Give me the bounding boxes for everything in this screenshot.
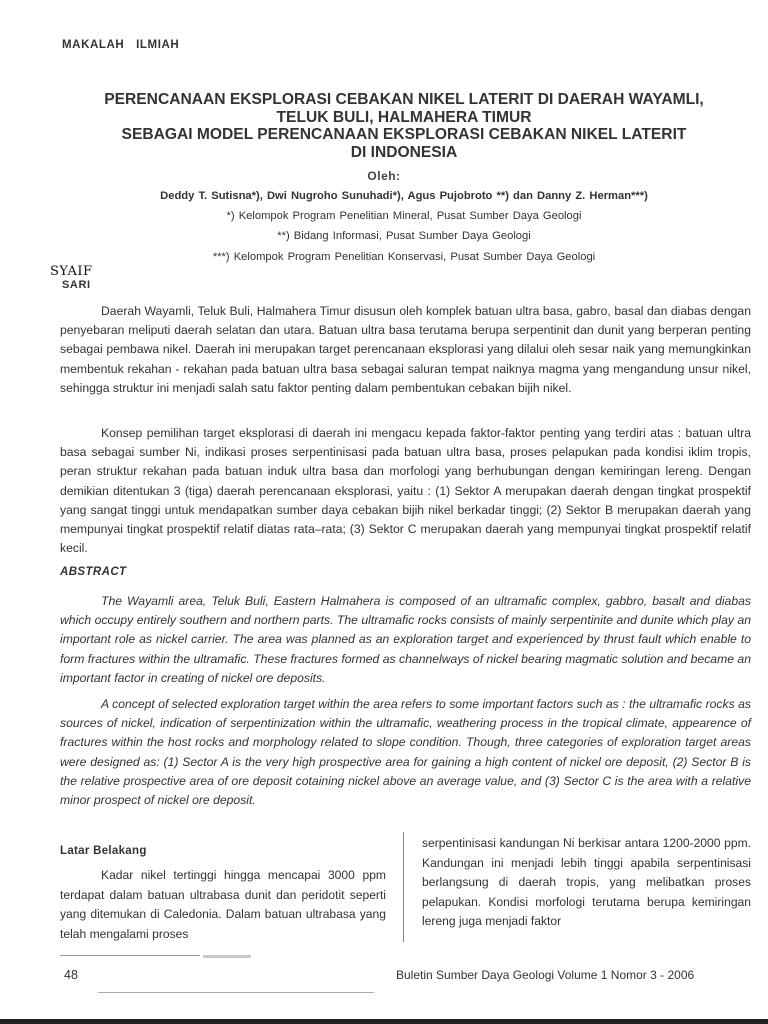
footnote-rule — [60, 955, 200, 956]
affiliation: **) Bidang Informasi, Pusat Sumber Daya Geologi — [277, 230, 531, 242]
abstract-paragraph: A concept of selected exploration target within the area refers to some important factors such as : the ultramafic rocks as sources of nickel, indication of serpentinization within the ultramafic, weathering process in the tropical climate, appearence of fractures within the host rocks and morphology related to slope condition. Though, three categories of exploration target areas were designed as: (1) Sector A is the very high prospective area for gaining a high content of nickel ore deposit, (2) Sector B is the relative prospective area of ore deposit cotaining nickel above an average value, and (3) Sector C is the area with a relative minor prospect of nickel ore deposit. — [60, 697, 751, 808]
title-line: PERENCANAAN EKSPLORASI CEBAKAN NIKEL LATERIT DI DAERAH WAYAMLI, — [104, 91, 704, 108]
page-number: 48 — [64, 968, 78, 982]
title-line: TELUK BULI, HALMAHERA TIMUR — [276, 108, 532, 126]
affiliation: ***) Kelompok Program Penelitian Konservasi, Pusat Sumber Daya Geologi — [212, 251, 596, 263]
footnote-rule — [203, 955, 251, 958]
title-line: SEBAGAI MODEL PERENCANAAN EKSPLORASI CEBAKAN NIKEL LATERIT — [121, 126, 687, 143]
sari-paragraph: Daerah Wayamli, Teluk Buli, Halmahera Timur disusun oleh komplek batuan ultra basa, gabro, basal dan diabas dengan penyebaran meliputi daerah selatan dan utara. Batuan ultra basa terutama berupa serpentinit dan dunit yang berperan penting sebagai pembawa nikel. Daerah ini merupakan target perencanaan eksplorasi yang dilalui oleh sesar naik yang memungkinkan membentuk rekahan - rekahan pada batuan ultra basa sebagai saluran tempat naiknya magma yang mengandung unsur nikel, sehingga struktur ini menjadi salah satu faktor penting dalam pembentukan cebakan bijih nikel. — [60, 304, 751, 395]
column-divider — [403, 832, 404, 942]
abstract-heading: ABSTRACT — [60, 566, 127, 578]
footer-rule — [98, 992, 374, 993]
abstract-paragraph: The Wayamli area, Teluk Buli, Eastern Halmahera is composed of an ultramafic complex, gabbro, basalt and diabas which occupy entirely southern and northern parts. The ultramafic rocks consists of mainly serpentinite and dunite which play an important role as nickel carrier. The area was planned as an exploration target and experienced by thrust fault which enable to form fractures within the ultramafic. These fractures formed as channelways of nickel bearing magmatic solution and became an important factor in creating of nickel ore deposits. — [60, 594, 751, 685]
page-edge-bar — [0, 1019, 768, 1024]
affiliation: *) Kelompok Program Penelitian Mineral, Pusat Sumber Daya Geologi — [226, 210, 582, 222]
sari-paragraph: Konsep pemilihan target eksplorasi di daerah ini mengacu kepada faktor-faktor penting yang terdiri atas : batuan ultra basa sebagai sumber Ni, indikasi proses serpentinisasi pada batuan ultra basa, proses pelapukan pada kondisi iklim tropis, peran struktur rekahan pada batuan induk ultra basa dan morfologi yang berhubungan dengan kemiringan lereng. Dengan demikian ditentukan 3 (tiga) daerah perencanaan eksplorasi, yaitu : (1) Sektor A merupakan daerah dengan tingkat prospektif yang sangat tinggi untuk mendapatkan sumber daya cebakan bijih nikel berkadar tinggi; (2) Sektor B merupakan daerah yang mempunyai tingkat prospektif relatif diatas rata–rata; (3) Sektor C merupakan daerah yang mempunyai tingkat prospektif relatif kecil. — [60, 426, 751, 556]
handwritten-stamp: SYAIF — [50, 264, 93, 279]
sari-heading: SARI — [62, 279, 91, 291]
article-title — [40, 91, 768, 161]
section-heading: Latar Belakang — [60, 845, 147, 857]
byline-label: Oleh: — [367, 169, 401, 183]
journal-footer: Buletin Sumber Daya Geologi Volume 1 Nomor 3 - 2006 — [396, 968, 695, 982]
body-right-column: serpentinisasi kandungan Ni berkisar antara 1200-2000 ppm. Kandungan ini menjadi lebih tinggi apabila serpentinisasi berlangsung di daerah tropis, yang melibatkan proses pelapukan. Kondisi morfologi terutama berupa kemiringan lereng juga menjadi faktor — [422, 836, 751, 928]
title-line: DI INDONESIA — [350, 143, 458, 161]
body-left-column: Kadar nikel tertinggi hingga mencapai 3000 ppm terdapat dalam batuan ultrabasa dunit dan peridotit seperti yang ditemukan di Caledonia. Dalam batuan ultrabasa yang telah mengalami proses — [60, 868, 386, 941]
section-label: MAKALAH ILMIAH — [62, 39, 180, 51]
author-list: Deddy T. Sutisna*), Dwi Nugroho Sunuhadi*), Agus Pujobroto **) dan Danny Z. Herman***) — [160, 190, 648, 202]
